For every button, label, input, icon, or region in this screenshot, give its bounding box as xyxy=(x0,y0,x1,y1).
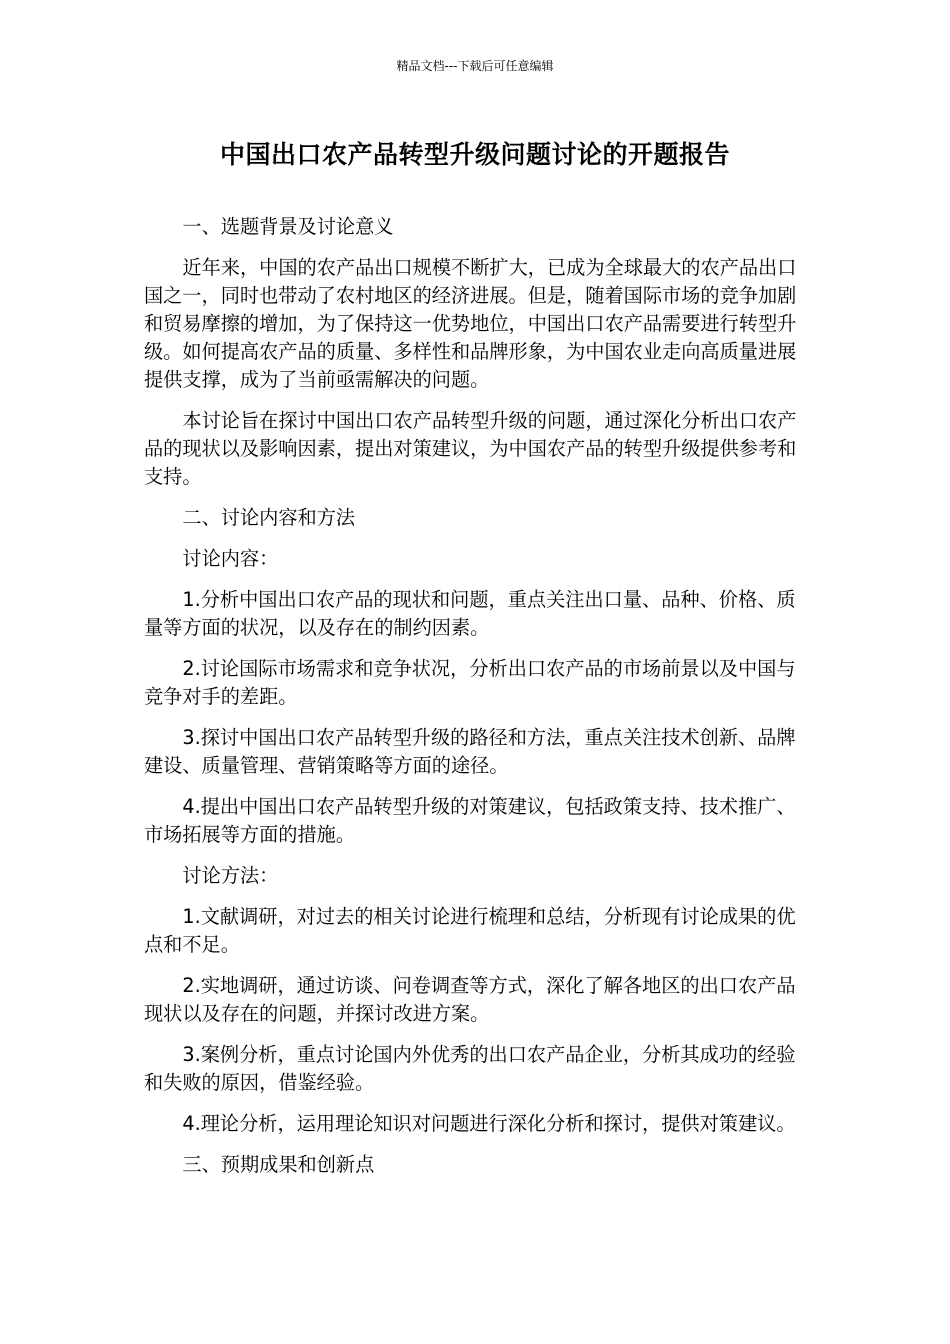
subheading-content: 讨论内容： xyxy=(182,547,279,570)
content-item-2: 2.讨论国际市场需求和竞争状况，分析出口农产品的市场前景以及中国与竞争对手的差距。 xyxy=(144,657,796,708)
paragraph-purpose: 本讨论旨在探讨中国出口农产品转型升级的问题，通过深化分析出口农产品的现状以及影响因素，提出对策建议，为中国农产品的转型升级提供参考和支持。 xyxy=(144,409,797,488)
content-item-4: 4.提出中国出口农产品转型升级的对策建议，包括政策支持、技术推广、市场拓展等方面的措施。 xyxy=(144,795,796,846)
section-heading-background: 一、选题背景及讨论意义 xyxy=(182,215,394,238)
paragraph-background: 近年来，中国的农产品出口规模不断扩大，已成为全球最大的农产品出口国之一，同时也带动了农村地区的经济进展。但是，随着国际市场的竞争加剧和贸易摩擦的增加，为了保持这一优势地位，中国出口农产品需要进行转型升级。如何提高农产品的质量、多样性和品牌形象，为中国农业走向高质量进展提供支撑，成为了当前亟需解决的问题。 xyxy=(144,256,797,391)
method-item-1: 1.文献调研，对过去的相关讨论进行梳理和总结，分析现有讨论成果的优点和不足。 xyxy=(144,905,796,956)
content-item-3: 3.探讨中国出口农产品转型升级的路径和方法，重点关注技术创新、品牌建设、质量管理、营销策略等方面的途径。 xyxy=(144,726,796,777)
method-item-2: 2.实地调研，通过访谈、问卷调查等方式，深化了解各地区的出口农产品现状以及存在的问题，并探讨改进方案。 xyxy=(144,974,796,1025)
section-heading-outcomes: 三、预期成果和创新点 xyxy=(182,1153,375,1176)
section-heading-content-method: 二、讨论内容和方法 xyxy=(182,506,356,529)
method-item-3: 3.案例分析，重点讨论国内外优秀的出口农产品企业，分析其成功的经验和失败的原因，借鉴经验。 xyxy=(144,1043,796,1094)
subheading-method: 讨论方法： xyxy=(182,864,279,887)
page-header: 精品文档---下载后可任意编辑 xyxy=(396,59,554,73)
document-body xyxy=(144,213,812,1192)
method-item-4: 4.理论分析，运用理论知识对问题进行深化分析和探讨，提供对策建议。 xyxy=(182,1112,796,1135)
content-item-1: 1.分析中国出口农产品的现状和问题，重点关注出口量、品种、价格、质量等方面的状况，以及存在的制约因素。 xyxy=(144,588,796,639)
document-title: 中国出口农产品转型升级问题讨论的开题报告 xyxy=(219,140,730,169)
